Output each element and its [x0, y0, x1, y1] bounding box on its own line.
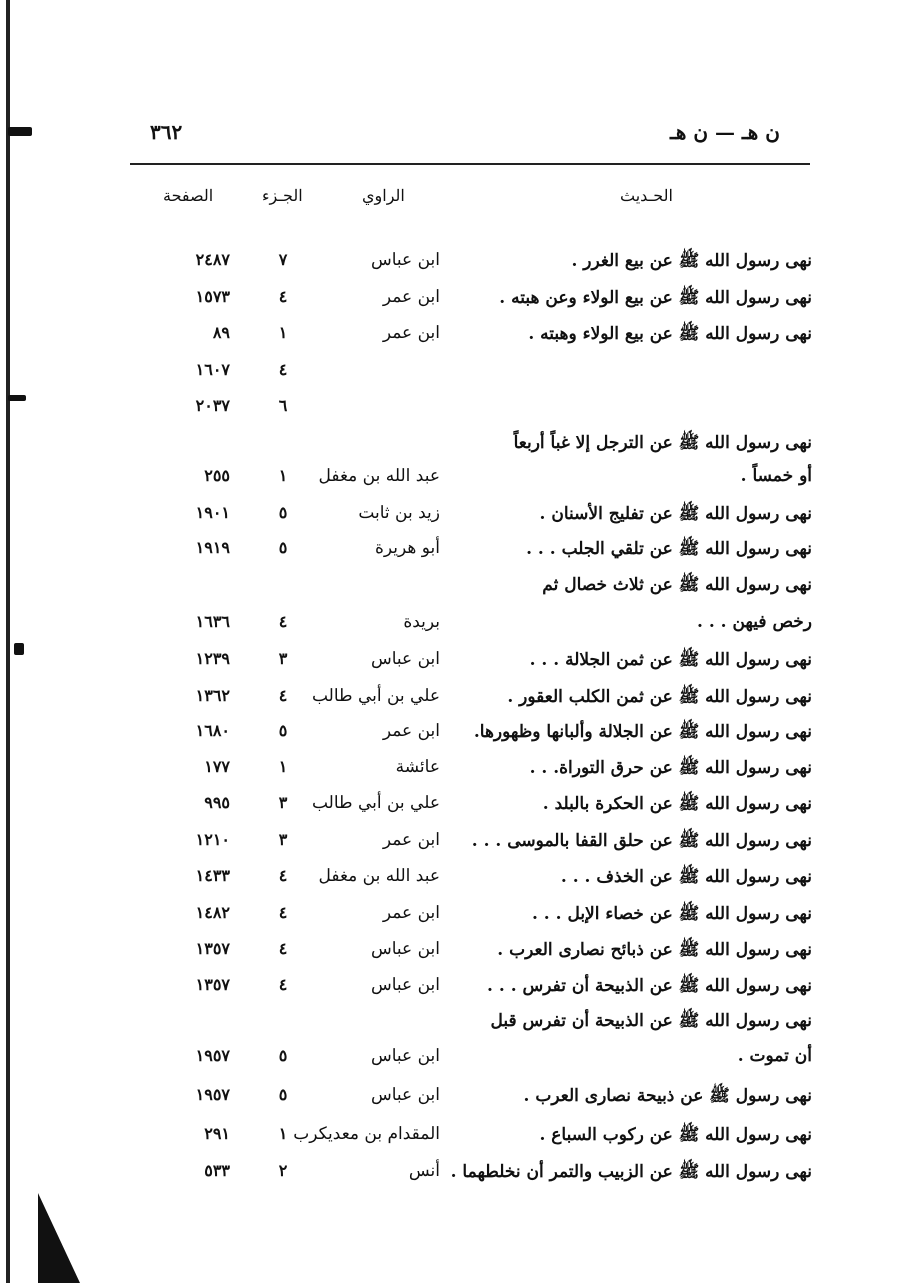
table-row — [0, 323, 912, 353]
hadith-text: نهى رسول الله ﷺ عن خصاء الإبل . . . — [531, 904, 812, 924]
narrator-name: بريدة — [403, 612, 440, 632]
page-reference: ١٥٧٣ — [195, 287, 230, 306]
table-row — [0, 1161, 912, 1191]
hadith-text: نهى رسول الله ﷺ عن بيع الغرر . — [571, 251, 812, 271]
table-row — [0, 975, 912, 1005]
page-reference: ١٩٠١ — [195, 503, 230, 522]
volume-number: ٤ — [278, 686, 288, 705]
volume-number: ٤ — [278, 975, 288, 994]
table-row — [0, 612, 912, 642]
page-reference: ٢٠٣٧ — [195, 396, 230, 415]
margin-tab-mark — [8, 127, 32, 136]
volume-number: ١ — [278, 323, 288, 342]
column-header-hadith: الحـديث — [620, 186, 673, 205]
narrator-name: ابن عباس — [370, 1046, 440, 1066]
volume-number: ٣ — [278, 649, 288, 668]
table-row — [0, 757, 912, 787]
page-reference: ١٤٨٢ — [195, 903, 230, 922]
page-reference: ١٣٦٢ — [195, 686, 230, 705]
hadith-text: نهى رسول الله ﷺ عن الجلالة وألبانها وظهورها. — [473, 722, 812, 742]
hadith-text: نهى رسول الله ﷺ عن تفليج الأسنان . — [539, 504, 812, 524]
table-row — [0, 503, 912, 533]
page-reference: ١٦٠٧ — [195, 360, 230, 379]
hadith-text: نهى رسول الله ﷺ عن الخذف . . . — [560, 867, 812, 887]
table-row — [0, 939, 912, 969]
hadith-text: نهى رسول الله ﷺ عن ذبائح نصارى العرب . — [497, 940, 812, 960]
hadith-text: نهى رسول الله ﷺ عن بيع الولاء وعن هبته . — [499, 288, 812, 308]
column-header-narrator: الراوي — [362, 186, 405, 205]
hadith-text: نهى رسول الله ﷺ عن الزبيب والتمر أن نخلطهما . — [450, 1162, 812, 1182]
narrator-name: أبو هريرة — [374, 538, 440, 558]
header-rule — [130, 163, 810, 165]
hadith-text: نهى رسول الله ﷺ عن الحكرة بالبلد . — [542, 794, 812, 814]
table-row — [0, 250, 912, 280]
page-number: ٣٦٢ — [150, 120, 183, 144]
page-reference: ١٩١٩ — [195, 538, 230, 557]
page-reference: ١٧٧ — [204, 757, 230, 776]
page-reference: ٢٥٥ — [204, 466, 230, 485]
running-head: ن هـ — ن هـ — [669, 120, 780, 144]
narrator-name: عبد الله بن مغفل — [318, 866, 440, 886]
page-reference: ٥٣٣ — [204, 1161, 230, 1180]
narrator-name: عبد الله بن مغفل — [318, 466, 440, 486]
narrator-name: ابن عمر — [382, 721, 440, 741]
volume-number: ٤ — [278, 903, 288, 922]
table-row — [0, 287, 912, 317]
page-reference: ٢٤٨٧ — [195, 250, 230, 269]
narrator-name: ابن عمر — [382, 903, 440, 923]
hadith-text: نهى رسول الله ﷺ عن الذبيحة أن تفرس قبل — [490, 1011, 812, 1031]
table-row — [0, 574, 912, 604]
volume-number: ١ — [278, 466, 288, 485]
volume-number: ٥ — [278, 538, 288, 557]
narrator-name: أنس — [408, 1161, 440, 1181]
page-reference: ١٤٣٣ — [195, 866, 230, 885]
volume-number: ١ — [278, 1124, 288, 1143]
volume-number: ٣ — [278, 793, 288, 812]
narrator-name: علي بن أبي طالب — [311, 686, 440, 706]
table-row — [0, 1085, 912, 1115]
volume-number: ٤ — [278, 612, 288, 631]
page-reference: ٩٩٥ — [204, 793, 230, 812]
column-header-page: الصفحة — [163, 186, 214, 205]
table-row — [0, 1046, 912, 1076]
narrator-name: ابن عمر — [382, 323, 440, 343]
narrator-name: عائشة — [395, 757, 440, 777]
volume-number: ٤ — [278, 287, 288, 306]
hadith-text: رخص فيهن . . . — [696, 612, 812, 632]
volume-number: ٥ — [278, 1046, 288, 1065]
page-reference: ٨٩ — [212, 323, 230, 342]
volume-number: ٤ — [278, 939, 288, 958]
hadith-text: نهى رسول الله ﷺ عن حلق القفا بالموسى . . . — [471, 831, 812, 851]
table-row — [0, 866, 912, 896]
page-reference: ١٢٣٩ — [195, 649, 230, 668]
volume-number: ١ — [278, 757, 288, 776]
hadith-text: أن تموت . — [737, 1046, 812, 1066]
hadith-text: نهى رسول الله ﷺ عن ثمن الكلب العقور . — [507, 687, 812, 707]
hadith-text: نهى رسول الله ﷺ عن بيع الولاء وهبته . — [528, 324, 812, 344]
table-row — [0, 432, 912, 462]
table-row — [0, 721, 912, 751]
narrator-name: ابن عباس — [370, 975, 440, 995]
volume-number: ٤ — [278, 866, 288, 885]
narrator-name: ابن عباس — [370, 1085, 440, 1105]
hadith-text: نهى رسول الله ﷺ عن ثلاث خصال ثم — [542, 575, 812, 595]
volume-number: ٥ — [278, 1085, 288, 1104]
hadith-text: نهى رسول الله ﷺ عن ركوب السباع . — [539, 1125, 812, 1145]
table-row — [0, 1124, 912, 1154]
narrator-name: ابن عباس — [370, 939, 440, 959]
hadith-text: أو خمساً . — [740, 466, 812, 486]
table-row — [0, 360, 912, 390]
table-row — [0, 649, 912, 679]
narrator-name: علي بن أبي طالب — [311, 793, 440, 813]
table-row — [0, 396, 912, 426]
volume-number: ٣ — [278, 830, 288, 849]
page-reference: ١٩٥٧ — [195, 1046, 230, 1065]
narrator-name: ابن عمر — [382, 287, 440, 307]
volume-number: ٤ — [278, 360, 288, 379]
hadith-text: نهى رسول ﷺ عن ذبيحة نصارى العرب . — [523, 1086, 812, 1106]
narrator-name: ابن عباس — [370, 250, 440, 270]
hadith-text: نهى رسول الله ﷺ عن الذبيحة أن تفرس . . . — [487, 976, 812, 996]
page-reference: ١٩٥٧ — [195, 1085, 230, 1104]
table-row — [0, 466, 912, 496]
narrator-name: زيد بن ثابت — [358, 503, 440, 523]
narrator-name: ابن عباس — [370, 649, 440, 669]
hadith-text: نهى رسول الله ﷺ عن حرق التوراة. . . — [529, 758, 812, 778]
narrator-name: ابن عمر — [382, 830, 440, 850]
page-corner-shadow — [0, 1193, 90, 1283]
hadith-text: نهى رسول الله ﷺ عن ثمن الجلالة . . . — [529, 650, 812, 670]
table-row — [0, 830, 912, 860]
volume-number: ٥ — [278, 503, 288, 522]
table-row — [0, 903, 912, 933]
page-reference: ١٣٥٧ — [195, 939, 230, 958]
page-reference: ١٣٥٧ — [195, 975, 230, 994]
page-reference: ١٦٨٠ — [195, 721, 230, 740]
table-row — [0, 686, 912, 716]
volume-number: ٦ — [278, 396, 288, 415]
page-reference: ١٦٣٦ — [195, 612, 230, 631]
volume-number: ٥ — [278, 721, 288, 740]
table-row — [0, 1010, 912, 1040]
page-reference: ١٢١٠ — [195, 830, 230, 849]
column-header-volume: الجـزء — [262, 186, 303, 205]
volume-number: ٧ — [278, 250, 288, 269]
table-row — [0, 793, 912, 823]
page-reference: ٢٩١ — [204, 1124, 230, 1143]
narrator-name: المقدام بن معديكرب — [293, 1124, 440, 1144]
hadith-text: نهى رسول الله ﷺ عن تلقي الجلب . . . — [526, 539, 812, 559]
volume-number: ٢ — [278, 1161, 288, 1180]
hadith-text: نهى رسول الله ﷺ عن الترجل إلا غباً أربعاً — [513, 433, 812, 453]
table-row — [0, 538, 912, 568]
